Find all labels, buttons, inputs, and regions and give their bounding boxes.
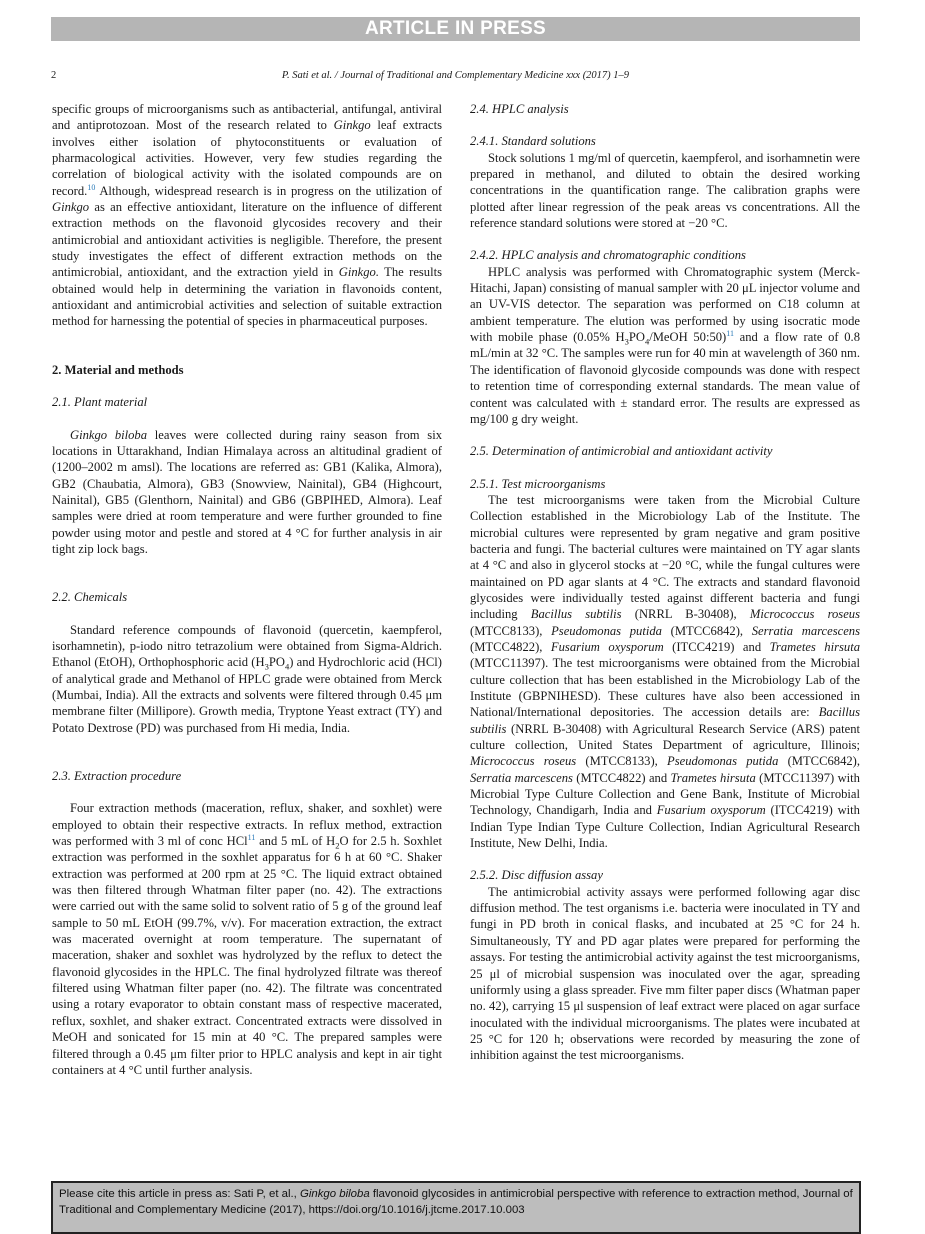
text: (MTCC6842), — [778, 754, 861, 769]
subsection-heading-chemicals: 2.2. Chemicals — [52, 590, 128, 605]
text: leaf extracts involves either isolation of phytoconstituents or evaluation of pharmacological activities. However, very few studies regarding the correlation of biological activity with the isolated compounds are on record. — [52, 118, 443, 198]
species-name: Ginkgo biloba — [70, 427, 148, 442]
plant-material-paragraph — [52, 427, 442, 558]
subscript: 3 — [264, 661, 269, 672]
text: (MTCC4822), — [470, 639, 551, 654]
subscript: 4 — [644, 336, 650, 347]
subscript: 2 — [335, 840, 340, 851]
species-name: Pseudomonas putida — [551, 623, 662, 638]
subscript: 3 — [624, 336, 629, 347]
text: Although, widespread research is in progress on the utilization of — [95, 183, 442, 198]
subsubsection-heading-standard-solutions: 2.4.1. Standard solutions — [470, 134, 596, 149]
text: leaves were collected during rainy season from six locations in Uttarakhand, Indian Himalaya across an altitudinal gradient of (1200–2002 m amsl). The locations are referred as: GB1 (Kalika, Almora), GB2 (Chaubatia, Almora), GB3 (Snowview, Nainital), GB4 (Highcourt, Nainital), GB5 (Glenthorn, Nainital) and GB6 (GBPIHED, Almora). Leaf samples were dried at room temperature and were further grounded to fine powder using motor and pestle and stored at 4 °C for further analysis in air tight zip lock bags. — [52, 427, 442, 556]
species-name: Serratia marcescens — [751, 623, 861, 638]
species-name: Fusarium oxysporum — [550, 639, 664, 654]
text: (NRRL B-30408), — [621, 607, 750, 622]
running-head — [51, 69, 860, 83]
doi-link[interactable]: https://doi.org/10.1016/j.jtcme.2017.10.003 — [308, 1204, 525, 1216]
species-name: Micrococcus roseus — [749, 607, 860, 622]
text: (ITCC4219) with Indian Type Indian Type Culture Collection, Indian Agricultural Research Institute, New Delhi, India. — [470, 803, 860, 851]
text: (ITCC4219) and — [663, 639, 770, 654]
subsection-heading-plant-material: 2.1. Plant material — [52, 395, 148, 410]
citation-text: Please cite this article in press as: Sati P, et al., — [59, 1188, 301, 1200]
text: HPLC analysis was performed with Chromatographic system (Merck-Hitachi, Japan) consisting of manual sampler with 20 μL injector volume and an UV-VIS detector. The separation was performed on C18 column at ambient temperature. The elution was performed by using isocratic mode with mobile phase (0.05% H — [470, 264, 860, 345]
right-column — [470, 101, 860, 1064]
reference-link[interactable]: 10 — [87, 182, 96, 192]
text: as an effective antioxidant, literature on the influence of different extraction methods on the flavonoid glycosides recovery and their antimicrobial and antioxidant activities is negligible. Therefore, the present study investigates the effect of different extraction methods on the antimicrobial, antioxidant, and the extraction yield in — [52, 200, 442, 280]
text: (MTCC11397). The test microorganisms were obtained from the Microbial culture collection that has been established in the Microbiology Lab of the Institute (GBPNIHESD). These cultures have also been accessioned in National/International depositories. The accession details are: — [470, 656, 860, 720]
text: (MTCC6842), — [661, 623, 752, 638]
citation-text: flavonoid glycosides in antimicrobial perspective with reference to extraction method, Journal of Traditional and Complementary Medicine (2017), — [59, 1188, 853, 1216]
text: PO — [628, 330, 645, 345]
text: (NRRL B-30408) with Agricultural Research Service (ARS) patent culture collection, United States Department of agriculture, Illinois; — [470, 721, 860, 753]
page-number: 2 — [51, 70, 57, 81]
species-name: Fusarium oxysporum — [656, 803, 766, 818]
left-column — [52, 101, 442, 1078]
text: Four extraction methods (maceration, reflux, shaker, and soxhlet) were employed to obtain their respective extracts. In reflux method, extraction was performed with 3 ml of conc HCl — [52, 801, 442, 849]
genus-name: Ginkgo — [52, 200, 90, 215]
genus-name: Ginkgo — [333, 118, 371, 133]
text: (MTCC4822) and — [572, 770, 671, 785]
subsection-heading-antimicrobial: 2.5. Determination of antimicrobial and antioxidant activity — [470, 444, 773, 459]
section-heading-material-methods: 2. Material and methods — [52, 362, 184, 377]
subsubsection-heading-hplc-conditions: 2.4.2. HPLC analysis and chromatographic conditions — [470, 248, 746, 263]
text: The results obtained would help in determining the variation in flavonoids content, antioxidant and antimicrobial activities and selection of suitable extraction method for harnessing the potential of species in pharmaceutical purposes. — [52, 265, 442, 329]
subsection-heading-hplc: 2.4. HPLC analysis — [470, 102, 569, 116]
subscript: 4 — [284, 661, 290, 672]
species-name: Micrococcus roseus — [470, 754, 577, 769]
species-name: Ginkgo biloba — [300, 1188, 370, 1200]
species-name: Bacillus subtilis — [470, 705, 860, 736]
article-in-press-banner: ARTICLE IN PRESS — [51, 17, 860, 41]
text: The test microorganisms were taken from the Microbial Culture Collection established in the Microbiology Lab of the Institute. The microbial cultures were represented by gram negative and gram positive bacteria and fungi. The bacterial cultures were maintained on TY agar slants at 4 °C and also in glycerol stocks at −20 °C, while the fungal cultures were maintained on PD agar slants at 4 °C. The extracts and standard flavonoid glycosides were individually tested against different bacteria and fungi including — [470, 492, 860, 622]
journal-citation-header: P. Sati et al. / Journal of Traditional and Complementary Medicine xxx (2017) 1–9 — [281, 70, 630, 81]
species-name: Pseudomonas putida — [667, 754, 779, 769]
genus-name: Ginkgo. — [338, 265, 379, 280]
text: /MeOH 50:50) — [649, 330, 727, 345]
text: (MTCC11397) with Microbial Type Culture Collection and Gene Bank, Institute of Microbial Technology, Chandigarh, India and — [470, 770, 860, 818]
subsubsection-heading-disc-diffusion: 2.5.2. Disc diffusion assay — [470, 868, 603, 883]
subsection-heading-extraction: 2.3. Extraction procedure — [52, 769, 182, 783]
text: (MTCC8133), — [576, 754, 668, 769]
text: and 5 mL of H — [255, 834, 336, 849]
text: (MTCC8133), — [470, 623, 552, 638]
standard-solutions-paragraph: Stock solutions 1 mg/ml of quercetin, kaempferol, and isorhamnetin were prepared in methanol, and diluted to obtain the desired working concentrations in the quantification range. The calibration graphs were plotted after linear regression of the peak areas vs concentrations. All the reference standard solutions were stored at −20 °C. — [470, 150, 860, 231]
text: PO — [268, 655, 285, 670]
text: Standard reference compounds of flavonoid (quercetin, kaempferol, isorhamnetin), p-iodo nitro tetrazolium were obtained from Sigma-Aldrich. Ethanol (EtOH), Orthophosphoric acid (H — [52, 622, 442, 670]
reference-link[interactable]: 11 — [726, 328, 734, 338]
subsubsection-heading-test-microorganisms: 2.5.1. Test microorganisms — [470, 476, 606, 491]
chemicals-paragraph — [52, 622, 442, 736]
reference-link[interactable]: 11 — [247, 832, 256, 842]
species-name: Trametes hirsuta — [670, 770, 756, 785]
citation-box — [51, 1181, 861, 1234]
species-name: Bacillus subtilis — [530, 607, 622, 622]
text: O for 2.5 h. Soxhlet extraction was performed in the soxhlet apparatus for 6 h at 60 °C. Shaker extraction was performed at 200 rpm at 25 °C. The liquid extract obtained was then filtered through Whatman filter paper (no. 42). The extractions were carried out with the same solid to solvent ratio of 5 g of the ground leaf sample to 50 mL EtOH (99.7%, v/v). For maceration extraction, the extract was macerated overnight at room temperature. The supernatant of maceration, shaker and soxhlet was hydrolyzed by the reflux to detect the flavonoid glycosides in the HPLC. The final hydrolyzed filtrate was thereof filtered using Whatman filter paper (no. 42). The filtrate was concentrated using a rotary evaporator to obtain constant mass of respective macerated, reflux, soxhlet, and shaker extract. Concentrated extracts were dissolved in MeOH and sonicated for 15 min at 40 °C. The prepared samples were filtered through a 0.45 μm filter prior to HPLC analysis and kept in air tight containers at 4 °C until further analysis. — [52, 834, 442, 1077]
species-name: Serratia marcescens — [470, 770, 573, 785]
test-microorganisms-paragraph — [470, 492, 860, 852]
text: specific groups of microorganisms such as antibacterial, antifungal, antiviral and antiprotozoan. Most of the research related to — [52, 102, 442, 133]
extraction-paragraph — [52, 800, 442, 1078]
text: and a flow rate of 0.8 mL/min at 32 °C. The samples were run for 40 min at wavelength of 360 nm. The identification of flavonoid glycoside compounds was done with respect to retention time of corresponding external standards. The mean value of content was calculated with ± standard error. The results are expressed as mg/100 g dry weight. — [470, 330, 861, 426]
hplc-conditions-paragraph — [470, 264, 860, 427]
intro-continuation-paragraph — [52, 101, 442, 330]
text: ) and Hydrochloric acid (HCl) of analytical grade and Methanol of HPLC grade were obtained from Merck (Mumbai, India). All the extracts and solvents were filtered through 0.45 μm membrane filter (Millipore). Growth media, Tryptone Yeast extract (TY) and Potato Dextrose (PD) was purchased from Hi media, India. — [52, 655, 442, 735]
disc-diffusion-paragraph: The antimicrobial activity assays were performed following agar disc diffusion method. The test organisms i.e. bacteria were inoculated in TY and fungi in PD broth in conical flasks, and incubated at 25 °C for 24 h. Simultaneously, TY and PD agar plates were prepared for performing the assays. For testing the antimicrobial activity against the test microorganisms, 25 μl of microbial suspension was inoculated over the agar, spreading uniformly using a glass spreader. Five mm filter paper discs (Whatman paper no. 42), carrying 15 μl suspension of leaf extract were placed on agar surface inoculated with the individual microorganisms. The plates were incubated at 25 °C for 120 h; observations were recorded by measuring the zone of inhibition against the test microorganisms. — [470, 884, 860, 1063]
species-name: Trametes hirsuta — [769, 639, 860, 654]
